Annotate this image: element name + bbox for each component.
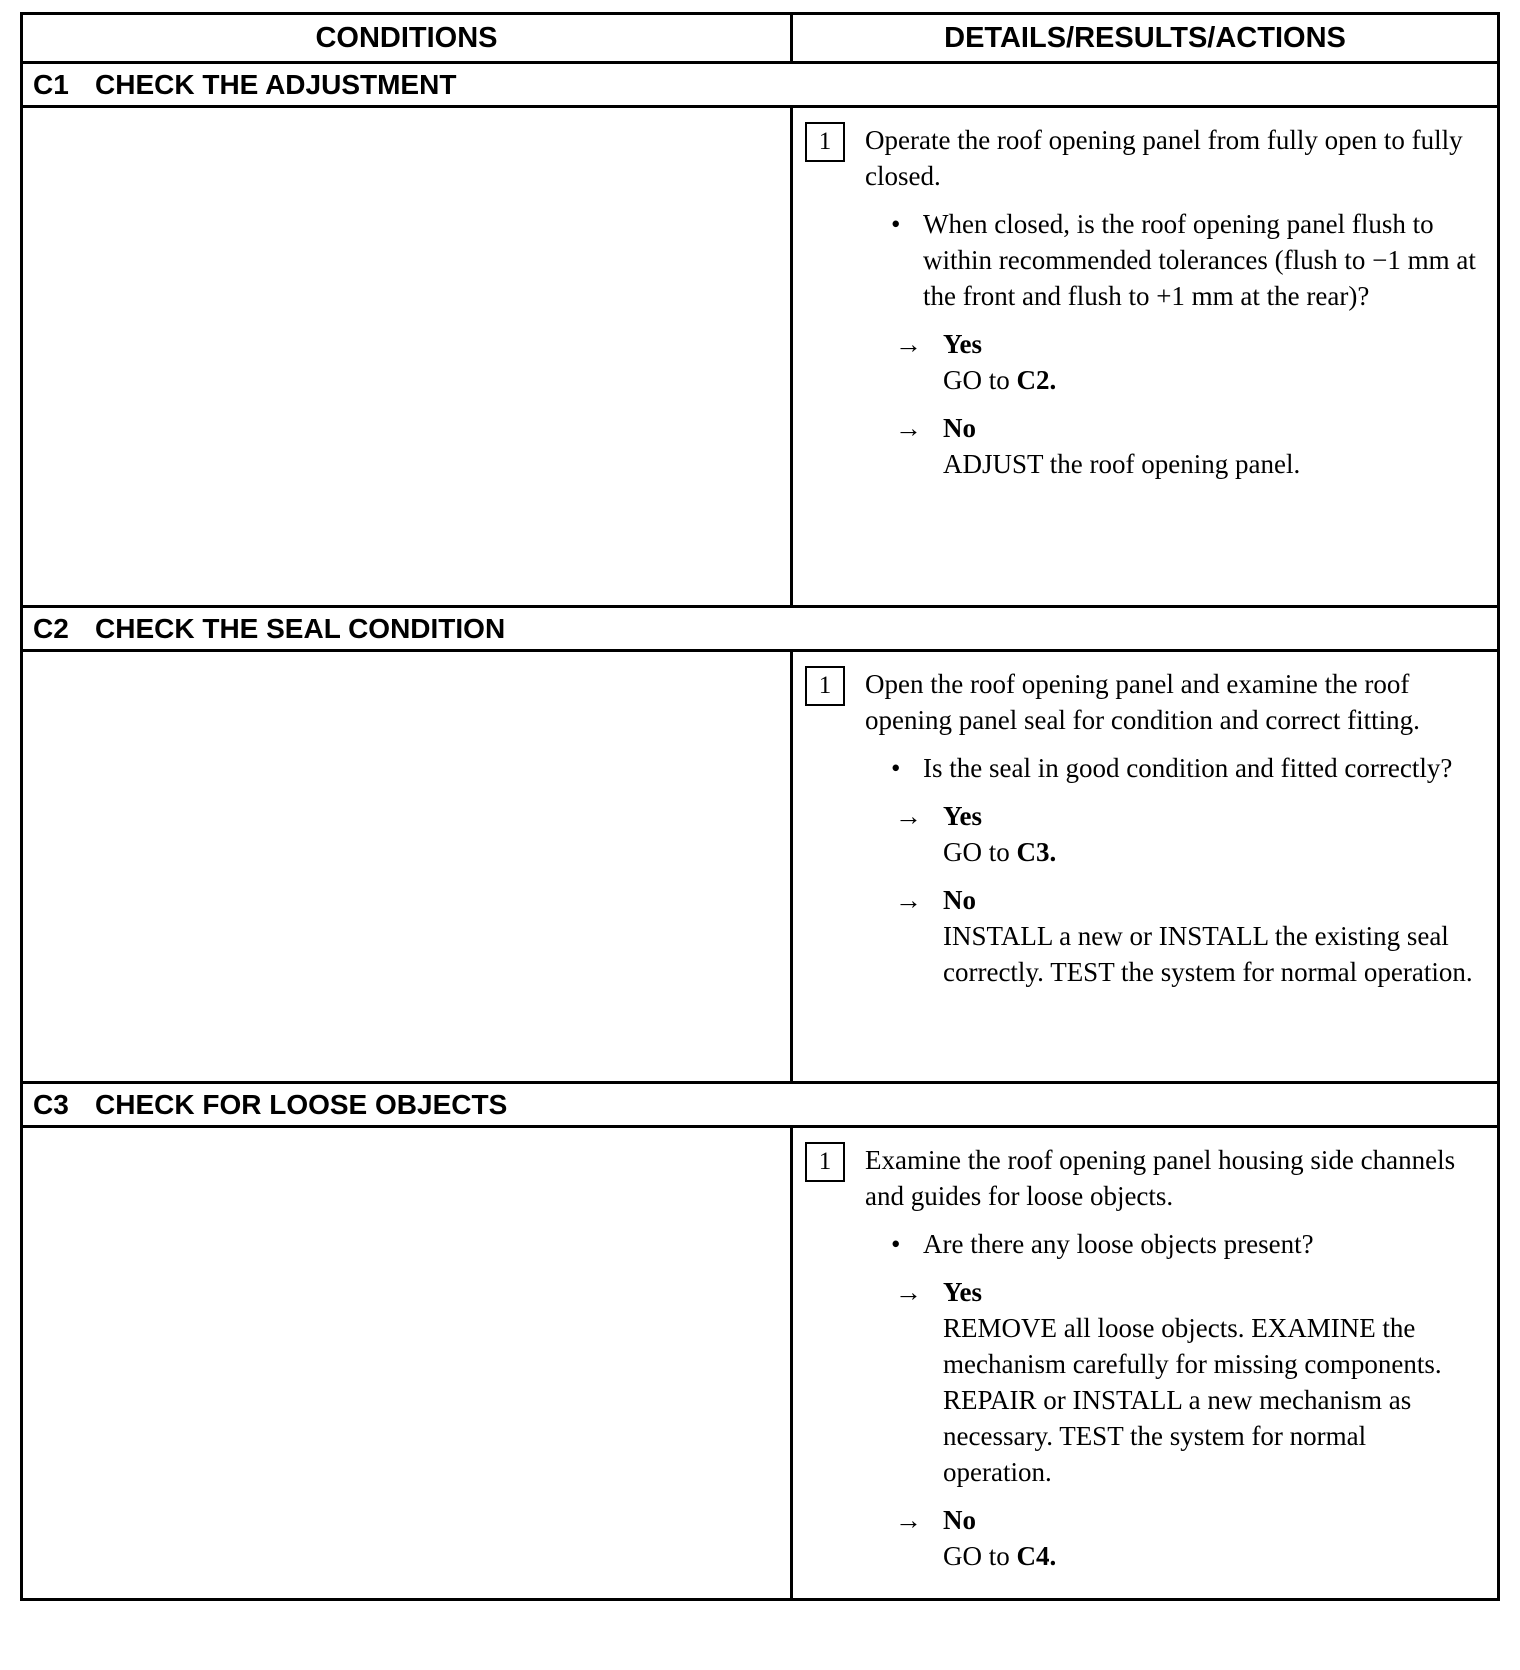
section-code: C3 <box>33 1088 69 1120</box>
arrow-right-icon: → <box>895 885 922 915</box>
details-cell <box>793 108 1497 605</box>
answer-label: No <box>943 885 976 915</box>
section-title-c3 <box>23 1084 1497 1128</box>
step-number-box: 1 <box>805 1142 845 1182</box>
bullet-icon: • <box>891 209 901 239</box>
answer-label: Yes <box>943 1277 982 1307</box>
answer-text: GO to <box>943 365 1017 395</box>
section-title-text: CHECK THE SEAL CONDITION <box>95 612 506 644</box>
step-number-box: 1 <box>805 122 845 162</box>
step-text: Examine the roof opening panel housing side channels and guides for loose objects. <box>865 1145 1456 1211</box>
question-text: When closed, is the roof opening panel flush to within recommended tolerances (flush to −1 mm at the front and flush to +1 mm at the rear)? <box>923 209 1476 311</box>
answer-label: No <box>943 1505 976 1535</box>
question <box>891 206 1479 314</box>
answer-text: INSTALL a new or INSTALL the existing seal correctly. TEST the system for normal operation. <box>943 921 1473 987</box>
arrow-right-icon: → <box>895 329 922 359</box>
answer-no <box>895 882 1479 990</box>
bullet-icon: • <box>891 1229 901 1259</box>
conditions-cell <box>23 652 793 1081</box>
diagnostic-table <box>20 12 1500 1601</box>
question-text: Is the seal in good condition and fitted correctly? <box>923 753 1453 783</box>
arrow-right-icon: → <box>895 801 922 831</box>
conditions-cell <box>23 1128 793 1598</box>
arrow-right-icon: → <box>895 413 922 443</box>
answer-label: No <box>943 413 976 443</box>
section-title-text: CHECK FOR LOOSE OBJECTS <box>95 1088 508 1120</box>
question <box>891 1226 1479 1262</box>
section-title-c1 <box>23 64 1497 108</box>
question-text: Are there any loose objects present? <box>923 1229 1314 1259</box>
conditions-cell <box>23 108 793 605</box>
answer-label: Yes <box>943 801 982 831</box>
question <box>891 750 1479 786</box>
section-code: C1 <box>33 68 69 100</box>
step-text: Open the roof opening panel and examine the roof opening panel seal for condition and correct fitting. <box>865 669 1420 735</box>
answer-ref: C4. <box>1016 1541 1057 1571</box>
table-header <box>23 15 1497 64</box>
arrow-right-icon: → <box>895 1505 922 1535</box>
answer-text: GO to <box>943 837 1017 867</box>
answer-text: ADJUST the roof opening panel. <box>943 449 1301 479</box>
arrow-right-icon: → <box>895 1277 922 1307</box>
section-body-c3 <box>23 1128 1497 1598</box>
details-cell <box>793 1128 1497 1598</box>
section-body-c2 <box>23 652 1497 1084</box>
answer-yes <box>895 1274 1479 1490</box>
answer-text: GO to <box>943 1541 1017 1571</box>
step <box>805 122 1479 194</box>
section-code: C2 <box>33 612 69 644</box>
answer-ref: C3. <box>1016 837 1057 867</box>
bullet-icon: • <box>891 753 901 783</box>
answer-yes <box>895 798 1479 870</box>
answer-yes <box>895 326 1479 398</box>
section-title-c2 <box>23 608 1497 652</box>
section-title-text: CHECK THE ADJUSTMENT <box>95 68 457 100</box>
conditions-header: CONDITIONS <box>23 15 793 61</box>
step <box>805 666 1479 738</box>
details-header: DETAILS/RESULTS/ACTIONS <box>944 21 1346 54</box>
answer-no <box>895 410 1479 482</box>
details-cell <box>793 652 1497 1081</box>
answer-label: Yes <box>943 329 982 359</box>
answer-no <box>895 1502 1479 1574</box>
step <box>805 1142 1479 1214</box>
answer-ref: C2. <box>1016 365 1057 395</box>
section-body-c1 <box>23 108 1497 608</box>
step-text: Operate the roof opening panel from fully open to fully closed. <box>865 125 1463 191</box>
step-number-box: 1 <box>805 666 845 706</box>
answer-text: REMOVE all loose objects. EXAMINE the mechanism carefully for missing components. REPAIR or INSTALL a new mechanism as necessary. TEST the system for normal operation. <box>943 1313 1442 1487</box>
